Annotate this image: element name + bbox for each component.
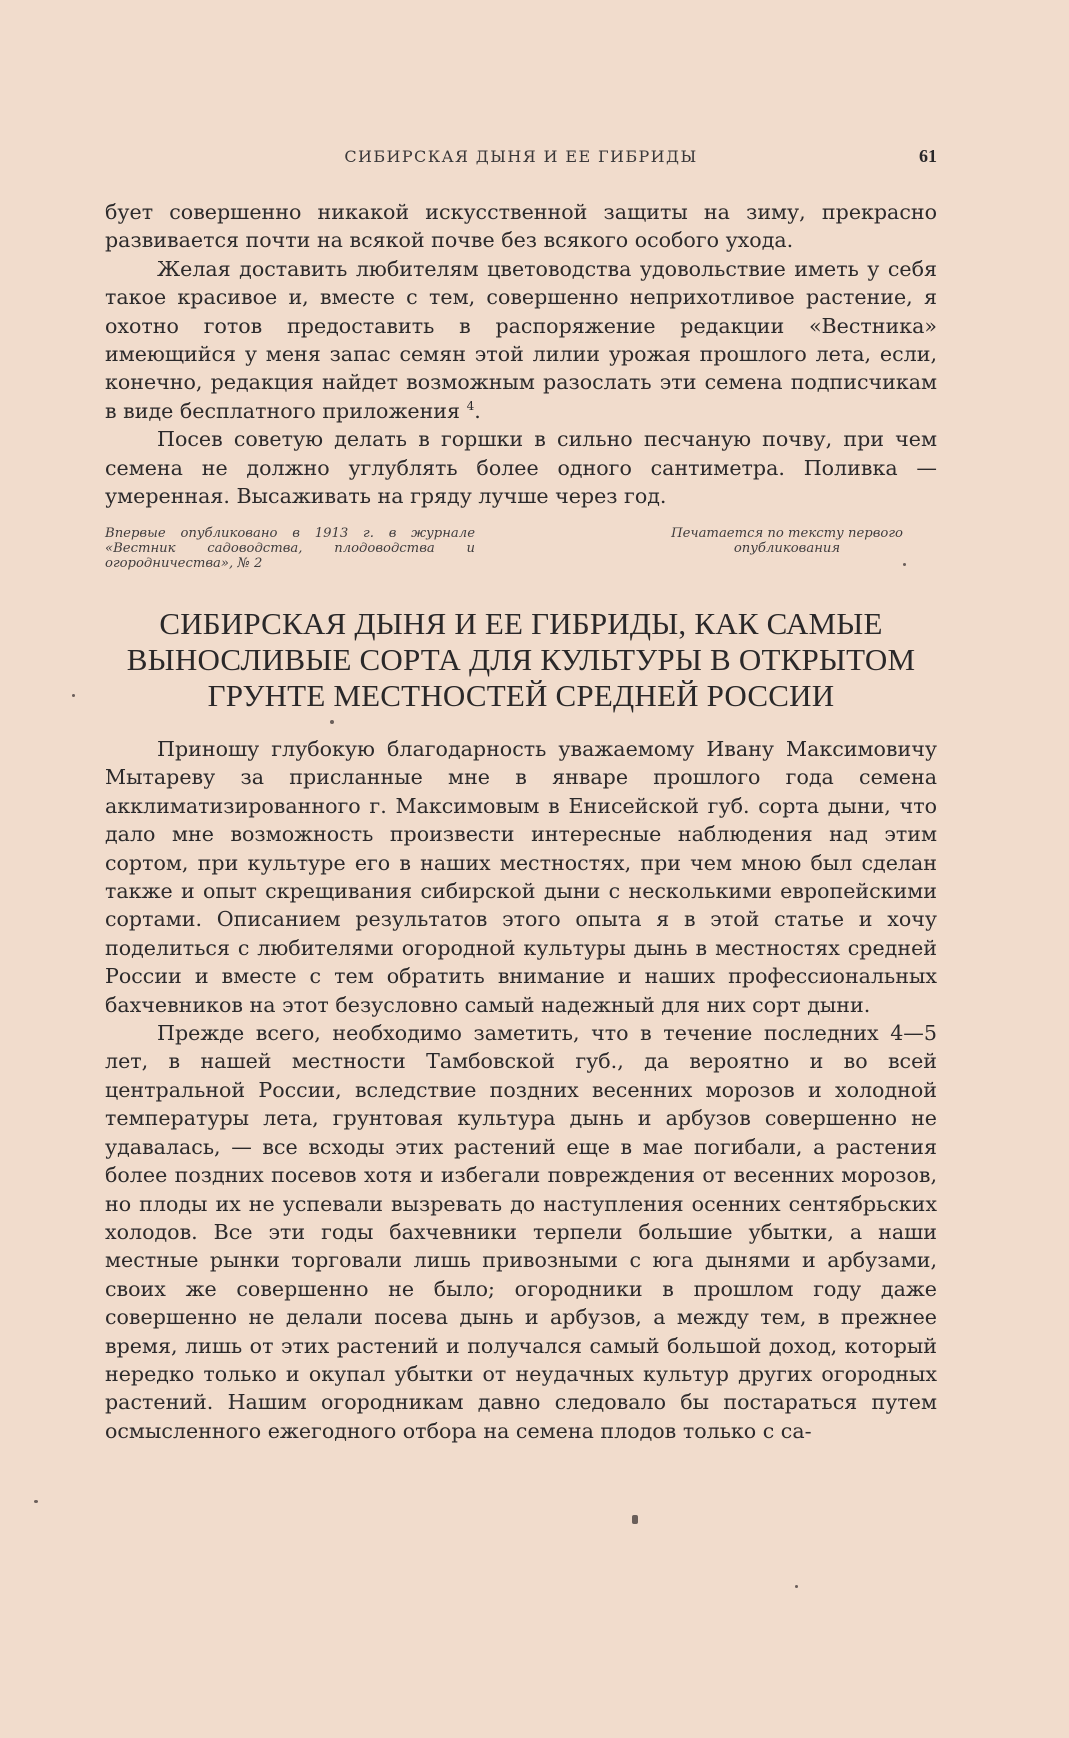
paper-speck xyxy=(330,720,334,724)
running-head-title: СИБИРСКАЯ ДЫНЯ И ЕЕ ГИБРИДЫ xyxy=(344,147,698,166)
article-body xyxy=(105,735,937,1445)
paragraph: Посев советую делать в горшки в сильно песчаную почву, при чем семена не должно углублять более одного сантиметра. Поливка — умеренная. Высаживать на гряду лучше через год. xyxy=(105,427,937,509)
paper-speck xyxy=(795,1585,798,1588)
first-published-note: Впервые опубликовано в 1913 г. в журнале «Вестник садоводства, плодоводства и огородничества», № 2 xyxy=(105,526,475,572)
source-note: Печатается по тексту первого опубликования xyxy=(671,526,903,557)
paragraph-text: Желая доставить любителям цветоводства удовольствие иметь у себя такое красивое и, вместе с тем, совершенно неприхотливое растение, я охотно готов предоставить в распоряжение редакции «Вестника» имеющийся у меня запас семян этой лилии урожая прошлого лета, если, конечно, редакция найдет возможным разослать эти семена подписчикам в виде бесплатного приложения xyxy=(105,256,937,423)
paper-speck xyxy=(72,694,75,697)
paper-speck xyxy=(632,1515,638,1524)
paragraph: Приношу глубокую благодарность уважаемому Ивану Максимовичу Мытареву за присланные мне в январе прошлого года семена акклиматизированного г. Максимовым в Енисейской губ. сорта дыни, что дало мне возможность произвести интересные наблюдения над этим сортом, при культуре его в наших местностях, при чем мною был сделан также и опыт скрещивания сибирской дыни с несколькими европейскими сортами. Описанием результатов этого опыта я в этой статье и хочу поделиться с любителями огородной культуры дынь в местностях средней России и вместе с тем обратить внимание и наших профессиональных бахчевников на этот безусловно самый надежный для них сорт дыни. xyxy=(105,737,937,1017)
paragraph xyxy=(105,255,937,425)
publication-notes xyxy=(105,526,937,576)
paragraph-end: . xyxy=(474,398,481,423)
paragraph: бует совершенно никакой искусственной защиты на зиму, прекрасно развивается почти на всякой почве без всякого особого ухода. xyxy=(105,200,937,253)
continued-text xyxy=(105,198,937,510)
running-head xyxy=(105,147,937,171)
footnote-marker: 4 xyxy=(466,398,475,413)
article-title: СИБИРСКАЯ ДЫНЯ И ЕЕ ГИБРИДЫ, КАК САМЫЕ ВЫНОСЛИВЫЕ СОРТА ДЛЯ КУЛЬТУРЫ В ОТКРЫТОМ ГРУНТЕ МЕСТНОСТЕЙ СРЕДНЕЙ РОССИИ xyxy=(126,606,916,713)
paper-speck xyxy=(903,563,906,566)
paper-speck xyxy=(34,1500,38,1503)
page-number: 61 xyxy=(919,146,937,166)
paragraph: Прежде всего, необходимо заметить, что в течение последних 4—5 лет, в нашей местности Тамбовской губ., да вероятно и во всей центральной России, вследствие поздних весенних морозов и холодной температуры лета, грунтовая культура дынь и арбузов совершенно не удавалась, — все всходы этих растений еще в мае погибали, а растения более поздних посевов хотя и избегали повреждения от весенних морозов, но плоды их не успевали вызревать до наступления осенних сентябрьских холодов. Все эти годы бахчевники терпели большие убытки, а наши местные рынки торговали лишь привозными с юга дынями и арбузами, своих же совершенно не было; огородники в прошлом году даже совершенно не делали посева дынь и арбузов, а между тем, в прежнее время, лишь от этих растений и получался самый большой доход, который нередко только и окупал убытки от неудачных культур других огородных растений. Нашим огородникам давно следовало бы постараться путем осмысленного ежегодного отбора на семена плодов только с са- xyxy=(105,1021,937,1443)
